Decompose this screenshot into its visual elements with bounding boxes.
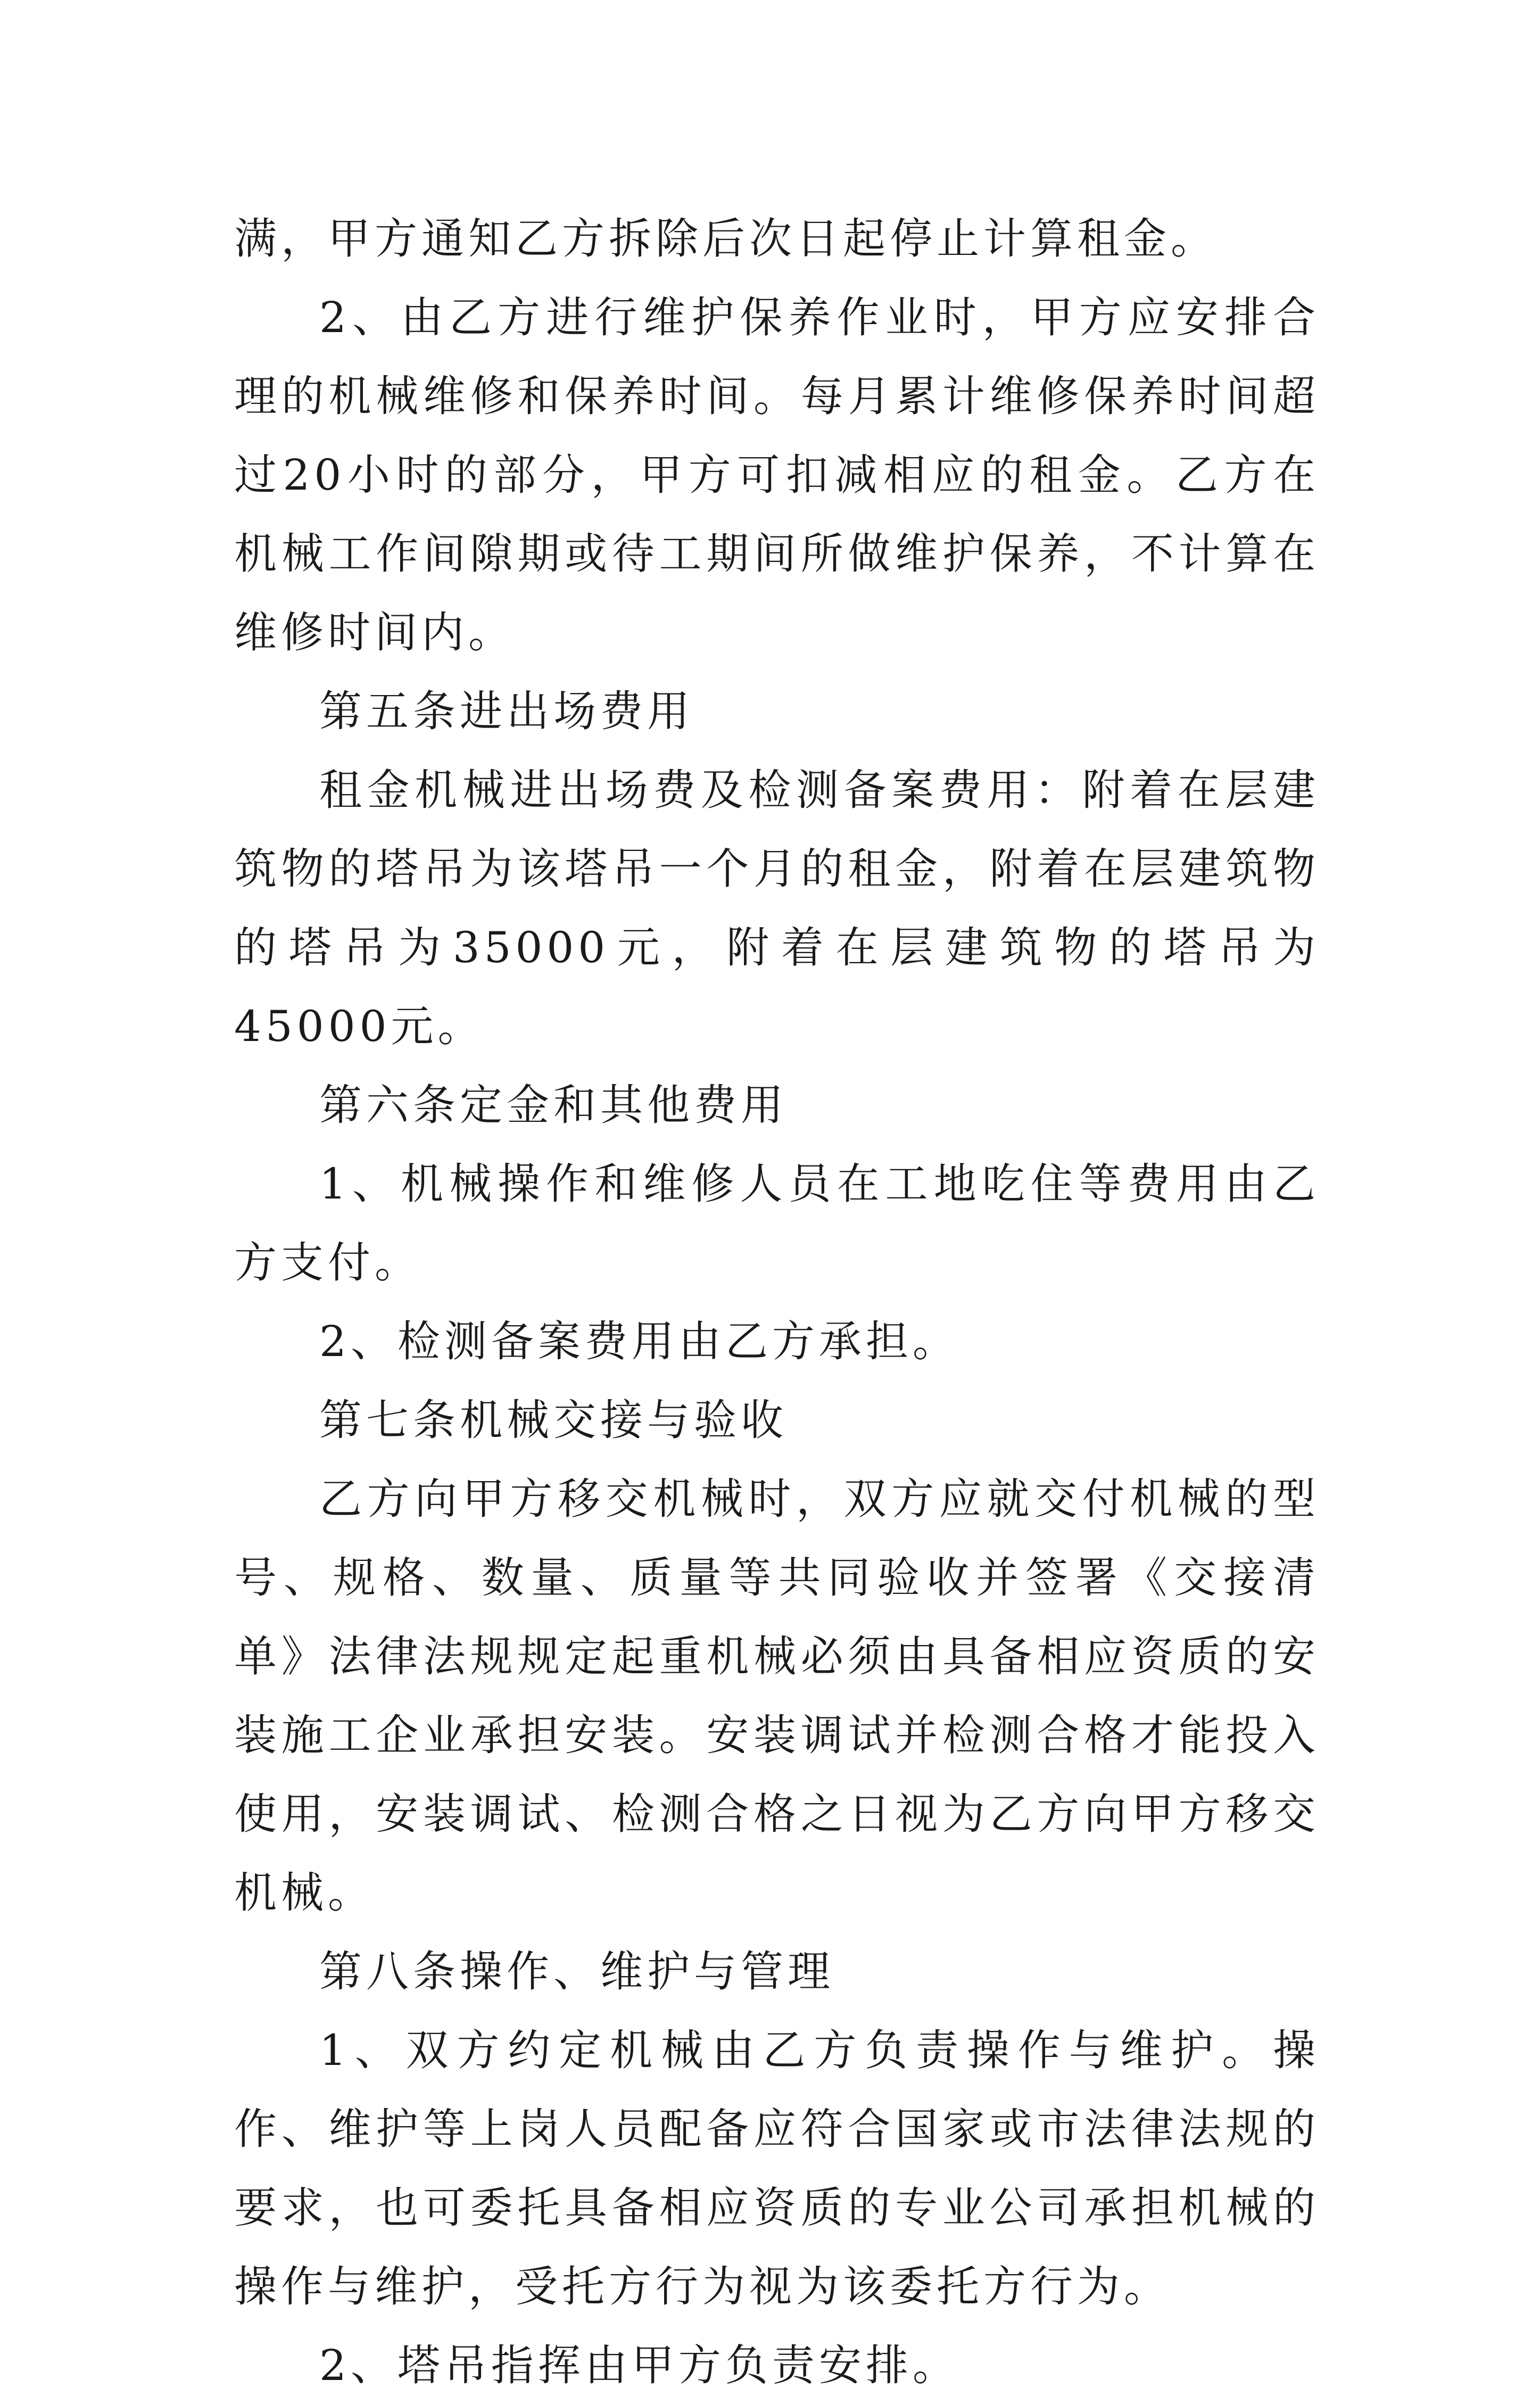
paragraph-handover-acceptance: 乙方向甲方移交机械时，双方应就交付机械的型号、规格、数量、质量等共同验收并签署《交接清单》法律法规规定起重机械必须由具备相应资质的安装施工企业承担安装。安装调试并检测合格才能投入使用，安装调试、检测合格之日视为乙方向甲方移交机械。 — [234, 1474, 1320, 1918]
paragraph-operator-costs: 1、机械操作和维修人员在工地吃住等费用由乙方支付。 — [234, 1159, 1320, 1287]
paragraph-inspection-fees: 2、检测备案费用由乙方承担。 — [319, 1317, 959, 1366]
document-body — [234, 200, 1320, 2405]
paragraph-continuation: 满，甲方通知乙方拆除后次日起停止计算租金。 — [234, 214, 1218, 263]
section-heading-article-7: 第七条机械交接与验收 — [319, 1395, 788, 1445]
paragraph-operation-maintenance: 1、双方约定机械由乙方负责操作与维护。操作、维护等上岗人员配备应符合国家或市法律法规的要求，也可委托具备相应资质的专业公司承担机械的操作与维护，受托方行为视为该委托方行为。 — [234, 2026, 1320, 2311]
paragraph-maintenance-time: 2、由乙方进行维护保养作业时，甲方应安排合理的机械维修和保养时间。每月累计维修保养时间超过20小时的部分，甲方可扣减相应的租金。乙方在机械工作间隙期或待工期间所做维护保养，不计算在维修时间内。 — [234, 293, 1320, 657]
section-heading-article-8: 第八条操作、维护与管理 — [319, 1947, 834, 1996]
paragraph-crane-command: 2、塔吊指挥由甲方负责安排。 — [319, 2341, 959, 2390]
paragraph-entry-exit-fees: 租金机械进出场费及检测备案费用：附着在层建筑物的塔吊为该塔吊一个月的租金，附着在层建筑物的塔吊为35000元，附着在层建筑物的塔吊为45000元。 — [234, 765, 1320, 1051]
section-heading-article-5: 第五条进出场费用 — [319, 687, 694, 736]
section-heading-article-6: 第六条定金和其他费用 — [319, 1080, 788, 1130]
